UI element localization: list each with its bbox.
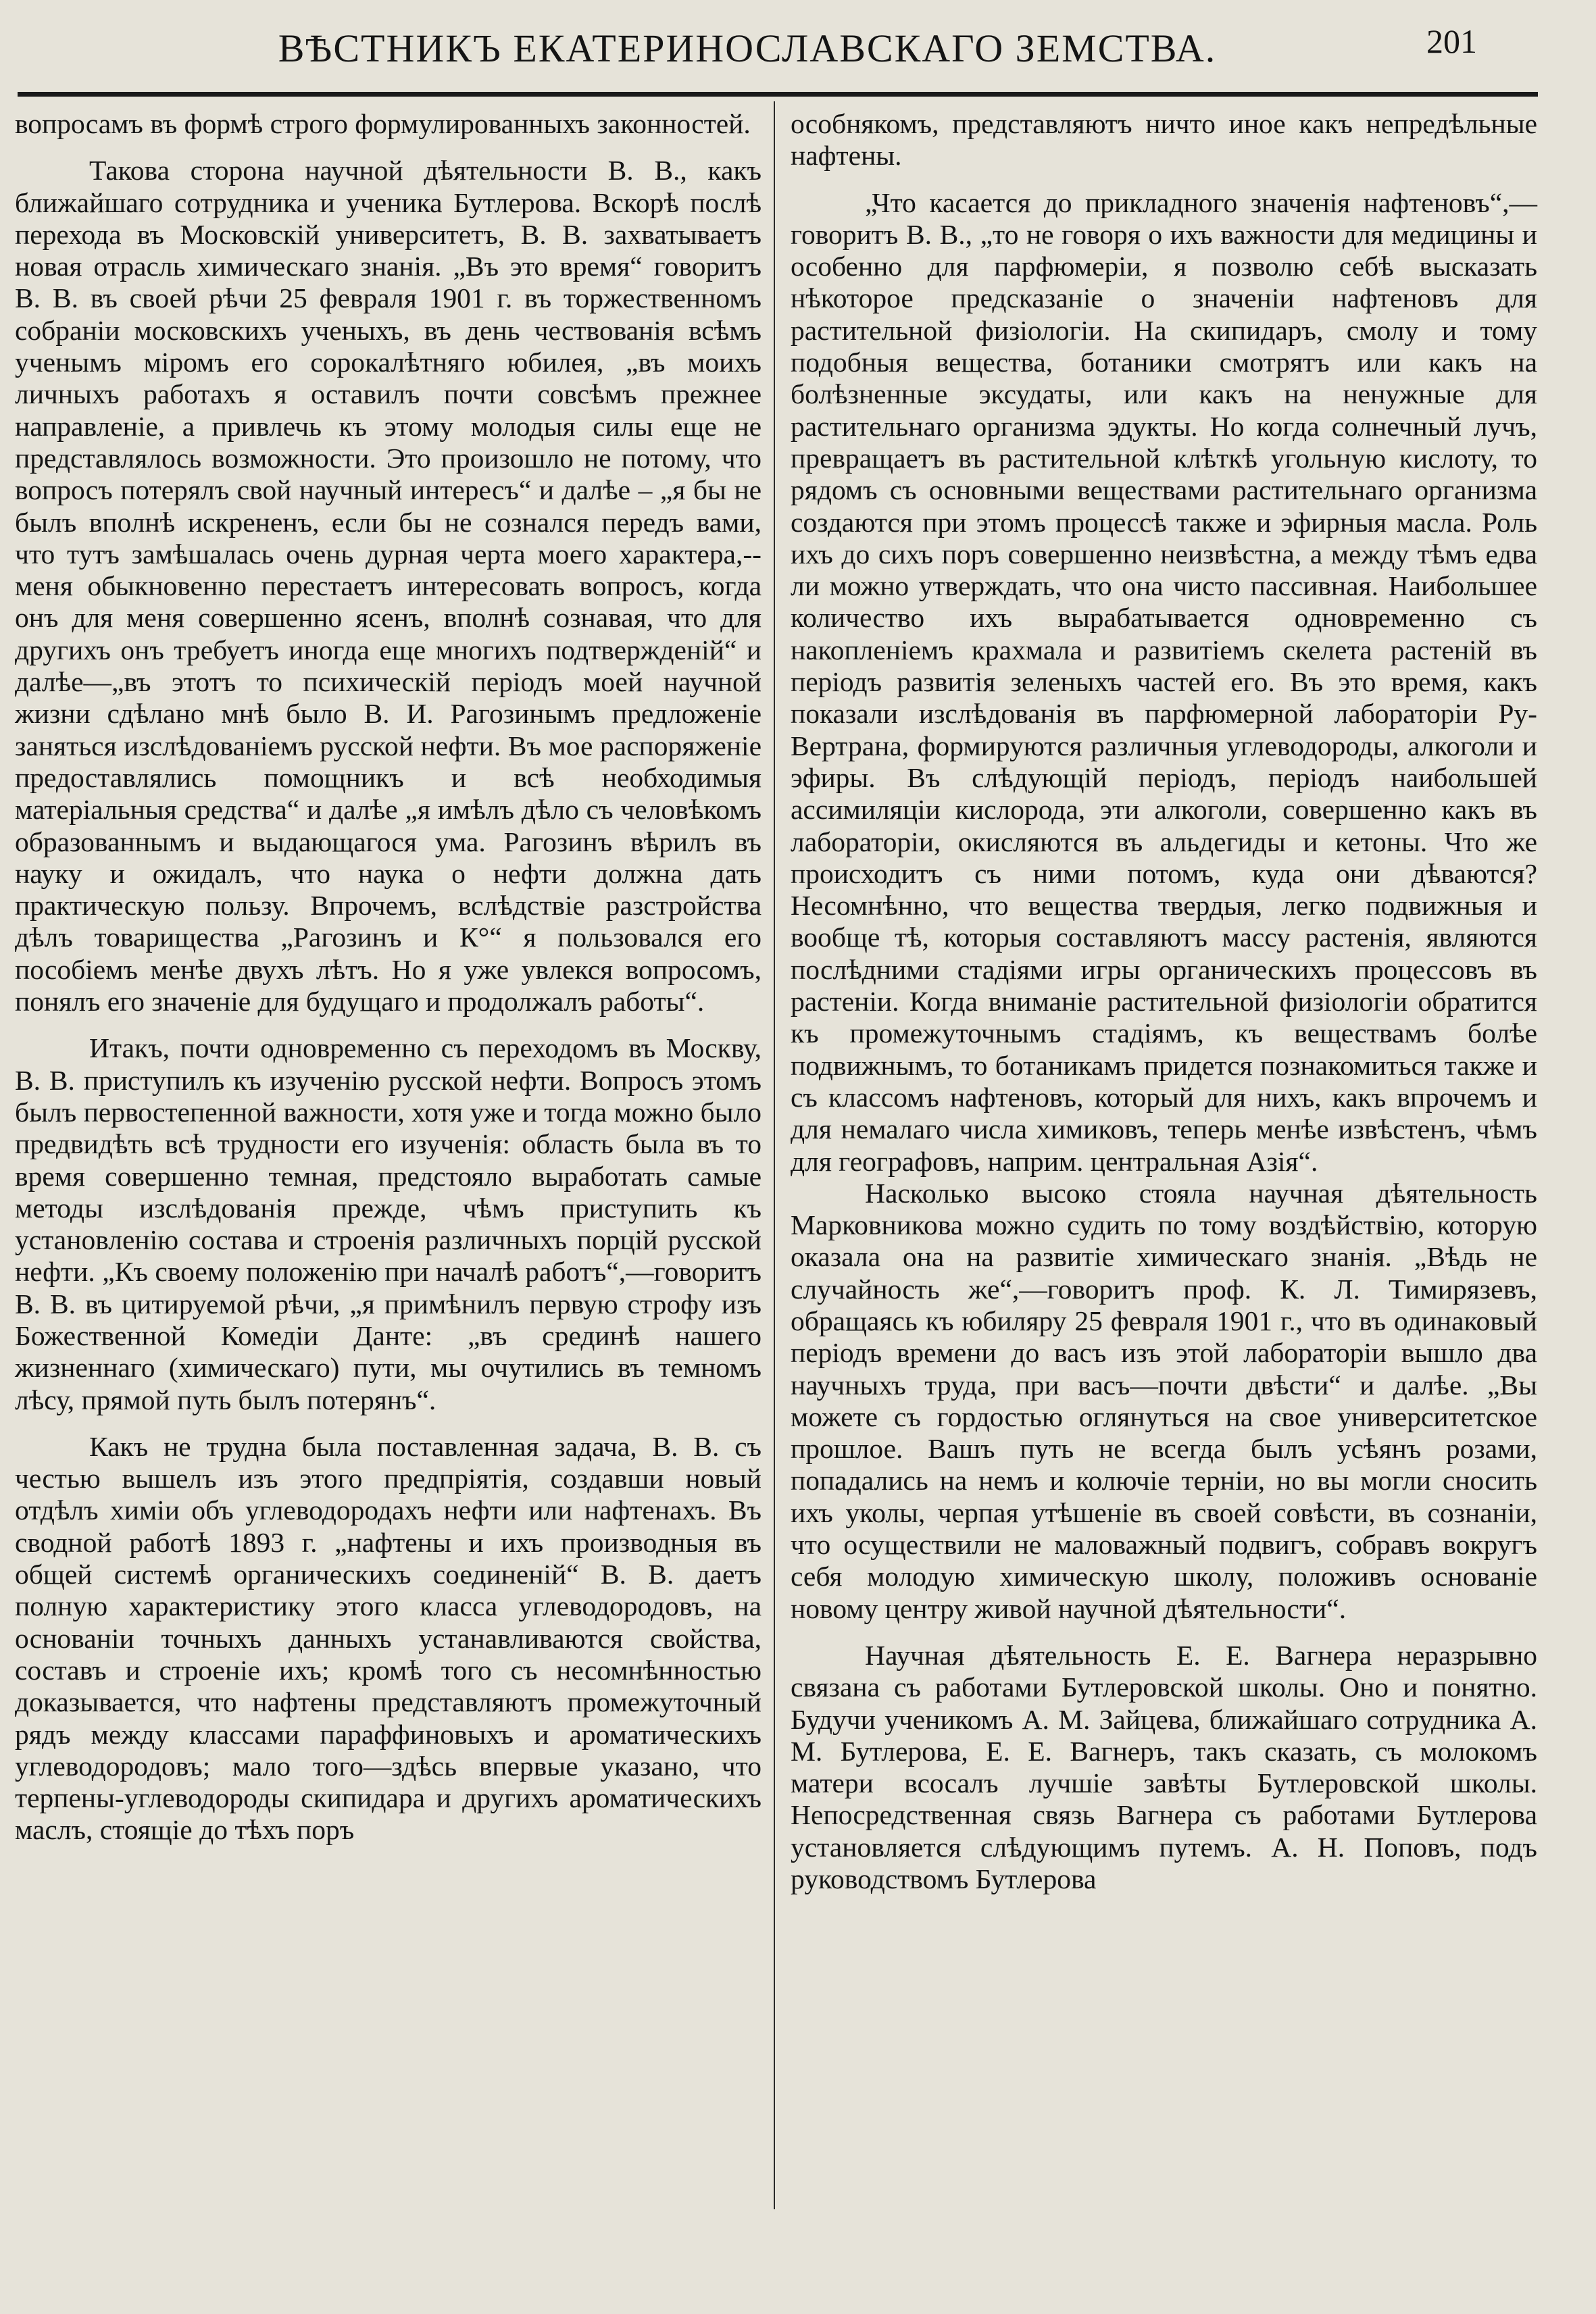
header-rule [18,92,1538,97]
paragraph: вопросамъ въ формѣ строго формулированныхъ законностей. [15,108,751,139]
right-column [791,108,1537,1895]
page-number: 201 [1426,22,1477,60]
journal-title: ВѢСТНИКЪ ЕКАТЕРИНОСЛАВСКАГО ЗЕМСТВА. [278,26,1217,70]
paragraph: Научная дѣятельность Е. Е. Вагнера неразрывно связана съ работами Бутлеровской школы. Оно и понятно. Будучи ученикомъ А. М. Зайцева, ближайшаго сотрудника А. М. Бутлерова, Е. Е. Вагнеръ, такъ сказать, съ молокомъ матери всосалъ лучшіе завѣты Бутлеровской школы. Непосредственная связь Вагнера съ работами Бутлерова установляется слѣдующимъ путемъ. А. Н. Поповъ, подъ руководствомъ Бутлерова [791,1639,1537,1895]
paragraph: Такова сторона научной дѣятельности В. В., какъ ближайшаго сотрудника и ученика Бутлерова. Вскорѣ послѣ перехода въ Московскій университетъ, В. В. захватываетъ новая отрасль химическаго знанія. „Въ это время“ говоритъ В. В. въ своей рѣчи 25 февраля 1901 г. въ торжественномъ собраніи московскихъ ученыхъ, въ день чествованія всѣмъ ученымъ міромъ его сорокалѣтняго юбилея, „въ моихъ личныхъ работахъ я оставилъ почти совсѣмъ прежнее направленіе, а привлечь къ этому молодыя силы еще не представлялось возможности. Это произошло не потому, что вопросъ потерялъ свой научный интересъ“ и далѣе – „я бы не былъ вполнѣ искрененъ, если бы не сознался передъ вами, что тутъ замѣшалась очень дурная черта моего характера,--меня обыкновенно перестаетъ интересовать вопросъ, когда онъ для меня совершенно ясенъ, вполнѣ сознавая, что для другихъ онъ требуетъ иногда еще многихъ подтвержденій“ и далѣе—„въ этотъ то психическій періодъ моей научной жизни сдѣлано мнѣ было В. И. Рагозинымъ предложеніе заняться изслѣдованіемъ русской нефти. Въ мое распоряженіе предоставлялись помощникъ и всѣ необходимыя матеріальныя средства“ и далѣе „я имѣлъ дѣло съ человѣкомъ образованнымъ и выдающагося ума. Рагозинъ вѣрилъ въ науку и ожидалъ, что наука о нефти должна дать практическую пользу. Впрочемъ, вслѣдствіе разстройства дѣлъ товарищества „Рагозинъ и К°“ я пользовался его пособіемъ менѣе двухъ лѣтъ. Но я уже увлекся вопросомъ, понялъ его значеніе для будущаго и продолжалъ работы“. [15,155,762,1017]
left-column [15,108,762,1846]
paragraph: „Что касается до прикладного значенія нафтеновъ“,—говоритъ В. В., „то не говоря о ихъ важности для медицины и особенно для парфюмеріи, я позволю себѣ высказать нѣкоторое предсказаніе о значеніи нафтеновъ для растительной физіологіи. На скипидаръ, смолу и тому подобныя вещества, ботаники смотрятъ или какъ на болѣзненные эксудаты, или какъ на ненужные для растительнаго организма эдукты. Но когда солнечный лучъ, превращаетъ въ растительной клѣткѣ угольную кислоту, то рядомъ съ основными веществами растительнаго организма создаются при этомъ процессѣ также и эфирныя масла. Роль ихъ до сихъ поръ совершенно неизвѣстна, а между тѣмъ едва ли можно утверждать, что она чисто пассивная. Наибольшее количество ихъ вырабатывается одновременно съ накопленіемъ крахмала и развитіемъ скелета растеній въ періодъ развитія зеленыхъ частей его. Въ это время, какъ показали изслѣдованія въ парфюмерной лабораторіи Ру-Вертрана, формируются различныя углеводороды, алкоголи и эфиры. Въ слѣдующій періодъ, періодъ наибольшей ассимиляціи кислорода, эти алкоголи, совершенно какъ въ лабораторіи, окисляются въ альдегиды и кетоны. Что же происходитъ съ ними потомъ, куда они дѣваются? Несомнѣнно, что вещества твердыя, легко подвижныя и вообще тѣ, которыя составляютъ массу растенія, являются послѣдними стадіями игры органическихъ процессовъ въ растеніи. Когда вниманіе растительной физіологіи обратится къ промежуточнымъ стадіямъ, къ веществамъ болѣе подвижнымъ, то ботаникамъ придется познакомиться также и съ классомъ нафтеновъ, который для нихъ, какъ впрочемъ и для немалаго числа химиковъ, теперь менѣе извѣстенъ, чѣмъ для географовъ, наприм. центральная Азія“. [791,186,1537,1177]
paragraph: особнякомъ, представляютъ ничто иное какъ непредѣльные нафтены. [791,108,1537,172]
page-header [18,20,1477,81]
paragraph: Итакъ, почти одновременно съ переходомъ въ Москву, В. В. приступилъ къ изученію русской нефти. Вопросъ этомъ былъ первостепенной важности, хотя уже и тогда можно было предвидѣть всѣ трудности его изученія: область была въ то время совершенно темная, предстояло выработать самые методы изслѣдованія прежде, чѣмъ приступить къ установленію состава и строенія различныхъ порцій русской нефти. „Къ своему положенію при началѣ работъ“,—говоритъ В. В. въ цитируемой рѣчи, „я примѣнилъ первую строфу изъ Божественной Комедіи Данте: „въ срединѣ нашего жизненнаго (химическаго) пути, мы очутились въ темномъ лѣсу, прямой путь былъ потерянъ“. [15,1032,762,1415]
paragraph: Какъ не трудна была поставленная задача, В. В. съ честью вышелъ изъ этого предпріятія, создавши новый отдѣлъ химіи объ углеводородахъ нефти или нафтенахъ. Въ сводной работѣ 1893 г. „нафтены и ихъ производныя въ общей системѣ органическихъ соединеній“ В. В. даетъ полную характеристику этого класса углеводородовъ, на основаніи точныхъ данныхъ устанавливаются свойства, составъ и строеніе ихъ; кромѣ того съ несомнѣнностью доказывается, что нафтены представляютъ промежуточный рядъ между классами параффиновыхъ и ароматическихъ углеводородовъ; мало того—здѣсь впервые указано, что терпены-углеводороды скипидара и другихъ ароматическихъ маслъ, стоящіе до тѣхъ поръ [15,1430,762,1846]
paragraph: Насколько высоко стояла научная дѣятельность Марковникова можно судить по тому воздѣйствію, которую оказала она на развитіе химическаго знанія. „Вѣдь не случайность же“,—говоритъ проф. К. Л. Тимирязевъ, обращаясь къ юбиляру 25 февраля 1901 г., что въ одинаковый періодъ времени до васъ изъ этой лабораторіи вышло два научныхъ труда, при васъ—почти двѣсти“ и далѣе. „Вы можете съ гордостью оглянуться на свое университетское прошлое. Вашъ путь не всегда былъ усѣянъ розами, попадались на немъ и колючіе терніи, но вы могли сносить ихъ уколы, черпая утѣшеніе въ своей совѣсти, въ сознаніи, что осуществили не маловажный подвигъ, собравъ вокругъ себя молодую химическую школу, положивъ основаніе новому центру живой научной дѣятельности“. [791,1177,1537,1624]
column-divider [774,101,775,2209]
